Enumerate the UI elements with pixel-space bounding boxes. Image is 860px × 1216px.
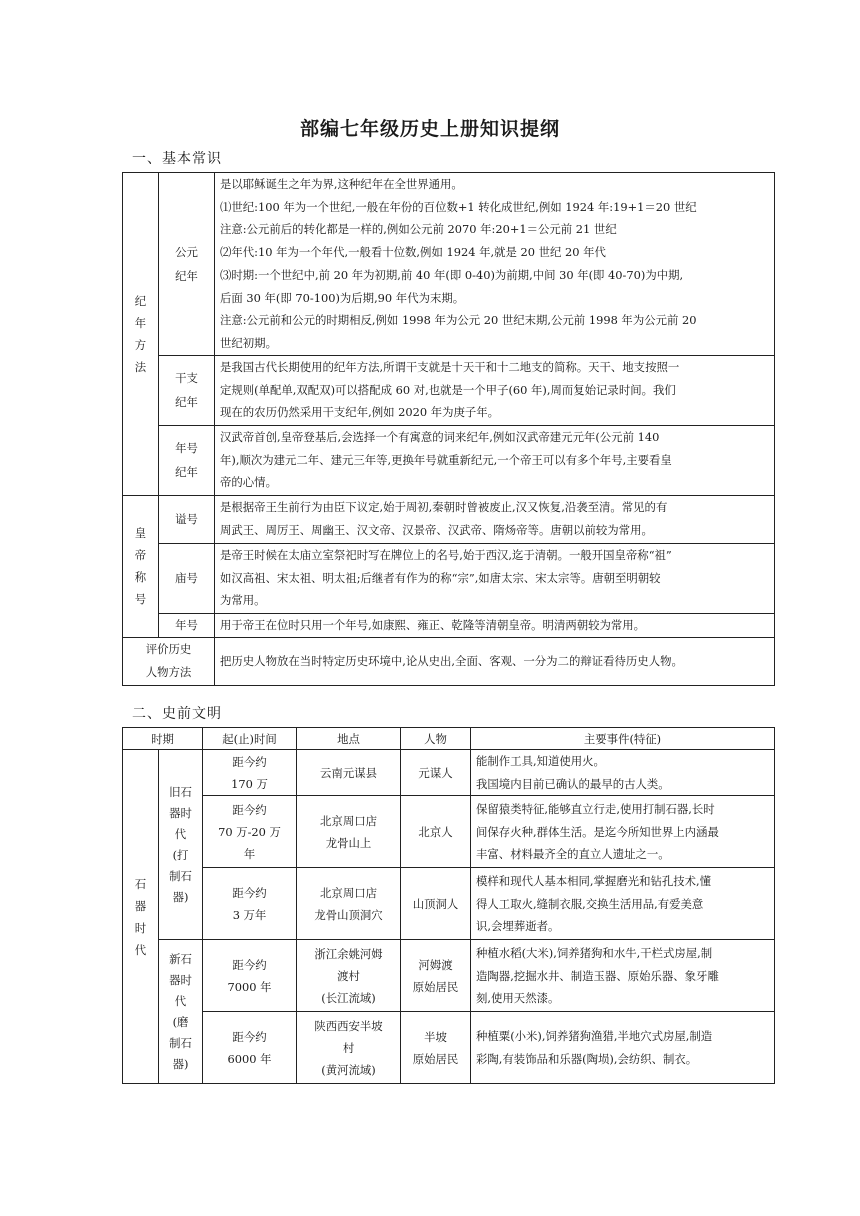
time-cell bbox=[203, 750, 297, 796]
text-line: 如汉高祖、宋太祖、明太祖;后继者有作为的称“宗”,如唐太宗、宋太宗等。唐朝至明朝较 bbox=[220, 570, 661, 585]
events-cell bbox=[471, 868, 775, 940]
text-line: 丰富、材料最齐全的直立人遗址之一。 bbox=[476, 847, 670, 862]
old-stone-age-label bbox=[159, 750, 203, 940]
prehistory-table bbox=[122, 727, 775, 1084]
text-line: 种植粟(小米),饲养猪狗渔猎,半地穴式房屋,制造 bbox=[476, 1029, 713, 1044]
text-line: 得人工取火,缝制衣服,交换生活用品,有爱美意 bbox=[476, 896, 704, 911]
text-line: 帝的心情。 bbox=[220, 475, 277, 490]
text-line: 世纪初期。 bbox=[220, 335, 277, 350]
section-heading-basics: 一、基本常识 bbox=[132, 151, 222, 167]
jinian-label-cell bbox=[123, 173, 159, 496]
place-cell bbox=[297, 868, 401, 940]
text-line: 周武王、周厉王、周幽王、汉文帝、汉景帝、汉武帝、隋炀帝等。唐朝以前较为常用。 bbox=[220, 523, 653, 538]
label-line: 新石 bbox=[169, 951, 192, 966]
text-line: 识,会埋葬逝者。 bbox=[476, 919, 560, 934]
text-line: 间保存火种,群体生活。是迄今所知世界上内涵最 bbox=[476, 824, 719, 839]
era-label-cell bbox=[123, 750, 159, 1084]
place-cell bbox=[297, 1012, 401, 1084]
label-line: 代 bbox=[174, 826, 187, 841]
text-line: 造陶器,挖掘水井、制造玉器、原始乐器、象牙雕 bbox=[476, 968, 719, 983]
cell-line: 渡村 bbox=[337, 968, 360, 983]
cell-line: 7000 年 bbox=[227, 979, 272, 994]
nianhao-content bbox=[215, 613, 775, 637]
cell-line: 元谋人 bbox=[418, 765, 453, 780]
pingjia-content bbox=[215, 637, 775, 685]
gongyuan-label-cell bbox=[159, 173, 215, 356]
time-cell bbox=[203, 868, 297, 940]
label-line: 器时 bbox=[169, 972, 192, 987]
header-time: 起(止)时间 bbox=[203, 728, 297, 750]
text-line: 能制作工具,知道使用火。 bbox=[476, 754, 605, 768]
person-cell bbox=[401, 940, 471, 1012]
person-cell bbox=[401, 796, 471, 868]
nianhao-jinian-label-cell bbox=[159, 425, 215, 495]
cell-line: 陕西西安半坡 bbox=[314, 1018, 383, 1033]
text-line: ⑴世纪:100 年为一个世纪,一般在年份的百位数+1 转化成世纪,例如 1924 年:19+1＝20 世纪 bbox=[220, 199, 697, 214]
cell-line: (长江流域) bbox=[321, 990, 376, 1005]
cell-line: 3 万年 bbox=[232, 907, 267, 922]
cell-line: 年 bbox=[243, 846, 256, 861]
events-cell bbox=[471, 1012, 775, 1084]
label-line: (打 bbox=[172, 847, 189, 862]
miaohao-label: 庙号 bbox=[159, 543, 215, 613]
cell-line: 河姆渡 bbox=[418, 957, 453, 972]
cell-line: 距今约 bbox=[232, 1029, 267, 1044]
label-line: 代 bbox=[174, 993, 187, 1008]
miaohao-content bbox=[215, 543, 775, 613]
text-line: 是以耶稣诞生之年为界,这种纪年在全世界通用。 bbox=[220, 177, 463, 191]
text-line: ⑵年代:10 年为一个年代,一般看十位数,例如 1924 年,就是 20 世纪 20 年代 bbox=[220, 245, 606, 260]
events-cell bbox=[471, 750, 775, 796]
text-line: 定规则(单配单,双配双)可以搭配成 60 对,也就是一个甲子(60 年),周而复始记录时间。我们 bbox=[220, 382, 676, 397]
ganzhi-content bbox=[215, 355, 775, 425]
cell-line: 北京周口店 bbox=[320, 885, 377, 900]
new-stone-age-label bbox=[159, 940, 203, 1084]
cell-line: 北京人 bbox=[418, 824, 453, 839]
text-line: 保留猿类特征,能够直立行走,使用打制石器,长时 bbox=[476, 801, 715, 816]
cell-line: 浙江余姚河姆 bbox=[314, 946, 383, 961]
shihao-content bbox=[215, 495, 775, 543]
text-line: 现在的农历仍然采用干支纪年,例如 2020 年为庚子年。 bbox=[220, 405, 500, 420]
era-label: 石器时代 bbox=[134, 876, 147, 957]
text-line: 种植水稻(大米),饲养猪狗和水牛,干栏式房屋,制 bbox=[476, 945, 713, 960]
place-cell bbox=[297, 750, 401, 796]
text-line: 是我国古代长期使用的纪年方法,所谓干支就是十天干和十二地支的简称。天干、地支按照一 bbox=[220, 360, 680, 375]
jinian-label: 纪年方法 bbox=[134, 293, 147, 374]
cell-line: 原始居民 bbox=[412, 979, 459, 994]
document-title: 部编七年级历史上册知识提纲 bbox=[299, 118, 560, 140]
events-cell bbox=[471, 940, 775, 1012]
ganzhi-label: 干支纪年 bbox=[175, 371, 198, 410]
cell-line: 龙骨山上 bbox=[325, 835, 372, 850]
chengwei-label-cell bbox=[123, 495, 159, 637]
cell-line: 距今约 bbox=[232, 957, 267, 972]
nianhao-label: 年号 bbox=[159, 613, 215, 637]
nianhao-jinian-label: 年号纪年 bbox=[175, 441, 198, 480]
cell-line: 半坡 bbox=[424, 1029, 447, 1044]
time-cell bbox=[203, 940, 297, 1012]
label-line: 制石 bbox=[169, 1035, 192, 1050]
cell-line: 原始居民 bbox=[412, 1051, 459, 1066]
basics-table bbox=[122, 172, 775, 686]
person-cell bbox=[401, 1012, 471, 1084]
cell-line: 距今约 bbox=[232, 754, 267, 769]
section-heading-prehistory: 二、史前文明 bbox=[132, 706, 222, 722]
text-line: 模样和现代人基本相同,掌握磨光和钻孔技术,懂 bbox=[476, 873, 712, 888]
text-line: 后面 30 年(即 70-100)为后期,90 年代为末期。 bbox=[220, 290, 465, 305]
events-cell bbox=[471, 796, 775, 868]
text-line: ⑶时期:一个世纪中,前 20 年为初期,前 40 年(即 0-40)为前期,中间 30 年(即 40-70)为中期, bbox=[220, 267, 684, 282]
person-cell bbox=[401, 868, 471, 940]
text-line: 我国境内目前已确认的最早的古人类。 bbox=[476, 776, 670, 791]
text-line: 刻,使用天然漆。 bbox=[476, 991, 560, 1006]
cell-line: 村 bbox=[342, 1040, 355, 1055]
shihao-label: 谥号 bbox=[159, 495, 215, 543]
header-period: 时期 bbox=[123, 728, 203, 750]
cell-line: 170 万 bbox=[231, 776, 268, 791]
cell-line: 北京周口店 bbox=[320, 813, 377, 828]
cell-line: 龙骨山顶洞穴 bbox=[314, 907, 383, 922]
pingjia-label-line: 人物方法 bbox=[145, 665, 192, 680]
cell-line: 70 万-20 万 bbox=[218, 824, 281, 839]
cell-line: 6000 年 bbox=[227, 1051, 272, 1066]
text-line: 是帝王时候在太庙立室祭祀时写在牌位上的名号,始于西汉,迄于清朝。一般开国皇帝称“祖” bbox=[220, 548, 672, 563]
label-line: (磨 bbox=[172, 1014, 189, 1029]
text-line: 为常用。 bbox=[220, 593, 266, 608]
cell-line: 云南元谋县 bbox=[320, 765, 377, 780]
text-line: 是根据帝王生前行为由臣下议定,始于周初,秦朝时曾被废止,汉又恢复,沿袭至清。常见的有 bbox=[220, 500, 668, 515]
label-line: 制石 bbox=[169, 868, 192, 883]
label-line: 器) bbox=[172, 889, 189, 904]
pingjia-label-line: 评价历史 bbox=[145, 642, 192, 657]
header-events: 主要事件(特征) bbox=[471, 728, 775, 750]
nianhao-jinian-content bbox=[215, 425, 775, 495]
gongyuan-label: 公元纪年 bbox=[175, 244, 198, 283]
label-line: 旧石 bbox=[169, 784, 192, 799]
text-line: 彩陶,有装饰品和乐器(陶埙),会纺织、制衣。 bbox=[476, 1051, 698, 1066]
header-person: 人物 bbox=[401, 728, 471, 750]
text-line: 注意:公元前后的转化都是一样的,例如公元前 2070 年:20+1＝公元前 21 世纪 bbox=[220, 222, 617, 237]
time-cell bbox=[203, 796, 297, 868]
cell-line: 距今约 bbox=[232, 802, 267, 817]
chengwei-label: 皇帝称号 bbox=[134, 526, 147, 607]
header-place: 地点 bbox=[297, 728, 401, 750]
ganzhi-label-cell bbox=[159, 355, 215, 425]
text-line: 用于帝王在位时只用一个年号,如康熙、雍正、乾隆等清朝皇帝。明清两朝较为常用。 bbox=[220, 617, 646, 632]
pingjia-label-cell bbox=[123, 637, 215, 685]
place-cell bbox=[297, 796, 401, 868]
person-cell bbox=[401, 750, 471, 796]
gongyuan-content bbox=[215, 173, 775, 356]
label-line: 器时 bbox=[169, 805, 192, 820]
time-cell bbox=[203, 1012, 297, 1084]
cell-line: 距今约 bbox=[232, 885, 267, 900]
text-line: 把历史人物放在当时特定历史环境中,论从史出,全面、客观、一分为二的辩证看待历史人物。 bbox=[220, 653, 683, 668]
text-line: 注意:公元前和公元的时期相反,例如 1998 年为公元 20 世纪末期,公元前 1998 年为公元前 20 bbox=[220, 313, 697, 328]
text-line: 年),顺次为建元二年、建元三年等,更换年号就重新纪元,一个帝王可以有多个年号,主要看皇 bbox=[220, 452, 672, 467]
place-cell bbox=[297, 940, 401, 1012]
text-line: 汉武帝首创,皇帝登基后,会选择一个有寓意的词来纪年,例如汉武帝建元元年(公元前 140 bbox=[220, 430, 660, 445]
cell-line: (黄河流域) bbox=[321, 1062, 376, 1077]
cell-line: 山顶洞人 bbox=[412, 896, 459, 911]
label-line: 器) bbox=[172, 1056, 189, 1071]
